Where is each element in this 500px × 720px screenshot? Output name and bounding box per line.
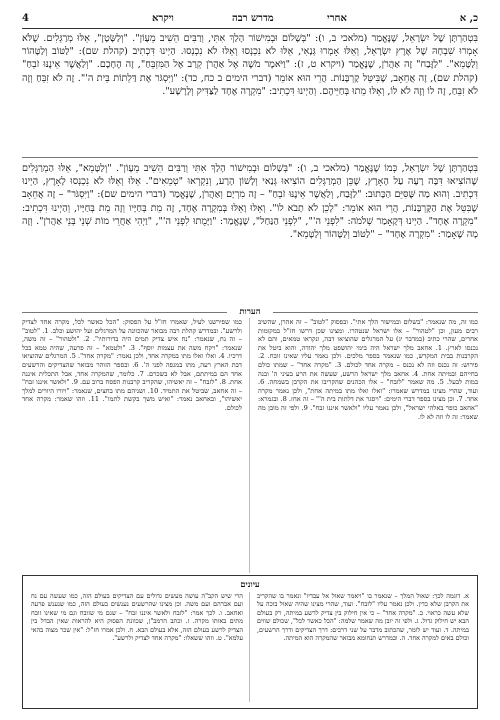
parasha-name: אחרי bbox=[327, 13, 347, 24]
column-divider bbox=[249, 318, 250, 573]
book-name: ויקרא bbox=[152, 13, 174, 24]
iyunim-column-left: הרי שיש הקב"ה עושה מעשים גדולים עם הצדיקים בעולם הזה, כמו שעשה עם נח ועם אברהם ועם משה. וכן מצינו שהרשעים נענשים בעולם הזה, כמו שנענש פרעה ואחאב. ו. לכך אמר: "לזבח ולאשר איננו זבח" – שגם מי שזובח וגם מי שאינו זובח מתים באותו מקרה. ז. וכתב הרמב"ן, שכוונת הפסוק היא להראות שאין הבדל בין הצדיק לרשע בעולם הזה, אלא בעולם הבא. ח. ולכן אמרו חז"ל: "אין שכר מצוה בהאי עלמא". ט. וזהו ששאלו: "מקרה אחד לצדיק ולרשע". bbox=[31, 592, 243, 643]
column-divider bbox=[249, 592, 250, 702]
page-number: 4 bbox=[22, 13, 29, 24]
commentary-column-left: כמו שפירשנו לעיל, שאמרו חז"ל על הפסוק: "הכל כאשר לכל, מקרה אחד לצדיק ולרשע". ובמדרש קהלת רבה מבואר שהכוונה על המרגלים ועל יהושע וכלב. 1. "לטוב" – זה נח, שנאמר: "נח איש צדיק תמים היה בדורותיו". 2. "ולטהור" – זה משה, שנאמר: "ויקח משה את עצמות יוסף". 3. "ולטמא" – זה פרעה, שהיה טמא בכל דרכיו. 4. ואלו ואלו מתו במקרה אחד, ולכן נאמר: "מקרה אחד". 5. המרגלים שהוציאו דבת הארץ רעה, מתו במגפה לפני ה'. 6. ובספר הזוהר מבואר שהצדיקים והרשעים אחד הם במיתתם, אבל לא בשכרם. 7. כלומר, שהמקרה אחד, אבל התכלית איננה אחת. 8. "לזבח" – זה יאשיהו, שהקריב קרבנות הפסח ברוב עם. 9. "ולאשר איננו זבח" – זה אחאב, שביטל את התמיד. 10. ושניהם מתו בחצים, שנאמר: "ויורו היורים למלך יאשיהו", ובאחאב נאמר: "ואיש משך בקשת לתמו". 11. וזהו שאמר: מקרה אחד לכולם. bbox=[22, 318, 242, 412]
work-title: מדרש רבה bbox=[232, 13, 274, 24]
page bbox=[22, 10, 478, 710]
commentary-section bbox=[22, 318, 478, 573]
section-reference: כ, א bbox=[459, 13, 478, 24]
commentary-label: הערות bbox=[227, 306, 273, 317]
iyunim-column-right: א. דוגמה לכך: שאול המלך – שנאמר בו "ויאמר שאול אל עבדיו" ונאמר בו שהקריב את הקרבן שלא כדין. ולכן נאמר עליו "לזבח". ועוד, שהרי מצינו שהיה שאול בוכה על שלא עשה כראוי. ב. "מקרה אחד" – כי אין חילוק בין צדיק לרשע במיתה, רק בעולם הבא יש חילוק גדול. ג. ולפי זה יובן מה שאמר שלמה: "הכל כאשר לכל", שכולם שווים במיתה. ד. ועוד יש לומר, שהכתוב מדבר על שני דרכים: דרך הצדיקים ודרך הרשעים, וכולם באים למקרה אחד. ה. ובמדרש תנחומא מבואר שהמקרה הוא המיתה. bbox=[257, 592, 469, 643]
commentary-column-right: כמו זה, מה שנאמר: "בשלום ובמישור הלך אתי". ובפסוק "לטוב" – זה אהרן, שהשיב רבים מעון, וכן "לטהור" – אלו ישראל שנטהרו. ומצינו שכן דרשו חז"ל במקומות אחרים, שהרי כתיב (במדבר יג) על המרגלים שהוציאו דבה, ונקראו טמאים, והם לא נכנסו לארץ. 1. אחאב מלך ישראל היה בימי יהושפט מלך יהודה, והוא ביטל את הקרבנות בבית המקדש, כמו שנאמר בספר מלכים. ולכן נאמר עליו שאינו זובח. 2. פירוש: זה נכנס וזה לא נכנס – מקרה אחד לכולם. 3. "מקרה אחד" – שמתו כולם בחייהם ובמיתה אחת. 4. אחאב מלך ישראל הרשע, שעשה את הרע בעיני ה' ובנה במות לבעל. 5. מה שאמר "לזבח" – אלו הכהנים שהקריבו את הקרבן בשמחה. 6. ועוד, שהרי מצינו במדרש שאמרו: "ואלו ואלו מתו במיתה אחת", ולכן נאמר מקרה אחד. 7. וכן מצינו בספר דברי הימים: "ויסגר את דלתות בית ה'" – זה אחז. 8. ובגמרא: "אחאב כופר באלהי ישראל", ולכן נאמר עליו "ולאשר איננו זבח". 9. ולפי זה מובן מה שאמר: זה לו וזה לא לו. bbox=[258, 318, 478, 421]
divider bbox=[22, 157, 478, 158]
iyunim-box bbox=[22, 575, 478, 709]
iyunim-title: עיונים bbox=[240, 580, 260, 590]
main-text-block: בִּטְהַרְתָּן שֶׁל יִשְׂרָאֵל, שֶׁנֶּאֱמַר (מלאכי ב, ו): "בְּשָׁלוֹם וּבְמִישׁוֹר הָלַךְ אִתִּי, וְרַבִּים הֵשִׁיב מֵעָוֹן". "וְלַשָּׂטָן", אֵלּוּ מְרַגְּלִים. שֶׁלֹּא אָמְרוּ שִׁבְחָהּ שֶׁל אֶרֶץ יִשְׂרָאֵל, וְאֵלּוּ אָמְרוּ גְּנָאִי, אֵלּוּ לֹא נִכְנְסוּ וְאֵלּוּ לֹא נִכְנְסוּ. הַיְינוּ דִּכְתִיב (קהלת שם): "לַטּוֹב וְלַטָּהוֹר וְלַטָּמֵא". "לַזֶּבַח" זֶה אַהֲרֹן, שֶׁנֶּאֱמַר (ויקרא ט, ז): "וַיֹּאמֶר מֹשֶׁה אֶל אַהֲרֹן קְרַב אֶל הַמִּזְבֵּחַ", זֶה הֶחָכָם. "וְלַאֲשֶׁר אֵינֶנּוּ זֹבֵחַ" (קהלת שם), זֶה אֲחֵאָב, שֶׁבִּיטֵּל קָרְבָּנוֹת. הֲרֵי הוּא אוֹמֵר (דברי הימים ב כח, כד): "וַיִּסְגֹּר אֶת דַּלְתוֹת בֵּית ה'". זֶה לֹא זִבֵּחַ וְזֶה לֹא זִבֵּחַ, זֶה לוֹ וְזֶה לֹא לוֹ, וְאֵלּוּ מֵתוּ בְּחַיֵּיהֶם. וְהַיְינוּ דִּכְתִיב: "מִקְרֶה אֶחָד לַצַּדִּיק וְלָרָשָׁע". bbox=[22, 33, 478, 97]
page-header bbox=[22, 10, 478, 29]
explanation-text-block: בִּטְהַרְתָּן שֶׁל יִשְׂרָאֵל, כְּמוֹ שֶׁנֶּאֱמַר (מלאכי ב, ו): "בְּשָׁלוֹם וּבְמִישׁוֹר הָלַךְ אִתִּי וְרַבִּים הֵשִׁיב מֵעָוֹן". "וְלַטָּמֵא", אֵלּוּ הַמְרַגְּלִים שֶׁהוֹצִיאוּ דִּבָּה רָעָה עַל הָאָרֶץ, שֶׁכֵּן הַמְרַגְּלִים הוֹצִיאוּ גְּנַאי וְלָשׁוֹן הָרָע, וְנִקְרְאוּ "טְמֵאִים". אֵלּוּ וְאֵלּוּ לֹא נִכְנְסוּ לָאָרֶץ, הַיְינוּ דִּכְתִיב. וְהוּא מַה שֶּׁסִּיֵּם הַכָּתוּב: "לַזֶּבַח, וְלַאֲשֶׁר אֵינֶנּוּ זֹבֵחַ" – זֶה מִרְיָם וְאַהֲרֹן, שֶׁנֶּאֱמַר (דברי הימים שם): "וַיִּסְגֹּר" – זֶה אֲחֵאָב שֶׁבִּטֵּל אֶת הַקָּרְבָּנוֹת, הֲרֵי הוּא אוֹמֵר: "לָכֵן לֹא תָבֹא לוֹ". וְאֵלּוּ וָאֵלּוּ בְּמִקְרֶה אֶחָד, זֶה מֵת בְּחַיָּיו וְזֶה מֵת בְּחַיָּיו, וְהַיְינוּ דִּכְתִיב: "מִקְרֶה אֶחָד". הַיְינוּ דְּקָאָמַר שְׁלֹמֹה: "לִפְנֵי ה'", "לִפְנֵי הַנַּחַל", שֶׁנֶּאֱמַר: "וַיָּמֻתוּ לִפְנֵי ה'", "וַיְהִי אַחֲרֵי מוֹת שְׁנֵי בְּנֵי אַהֲרֹן". וְזֶה מָה שֶׁאָמַר: "מִקְרֶה אֶחָד" – "לַטּוֹב וְלַטָּהוֹר וְלַטָּמֵא". bbox=[22, 163, 478, 241]
